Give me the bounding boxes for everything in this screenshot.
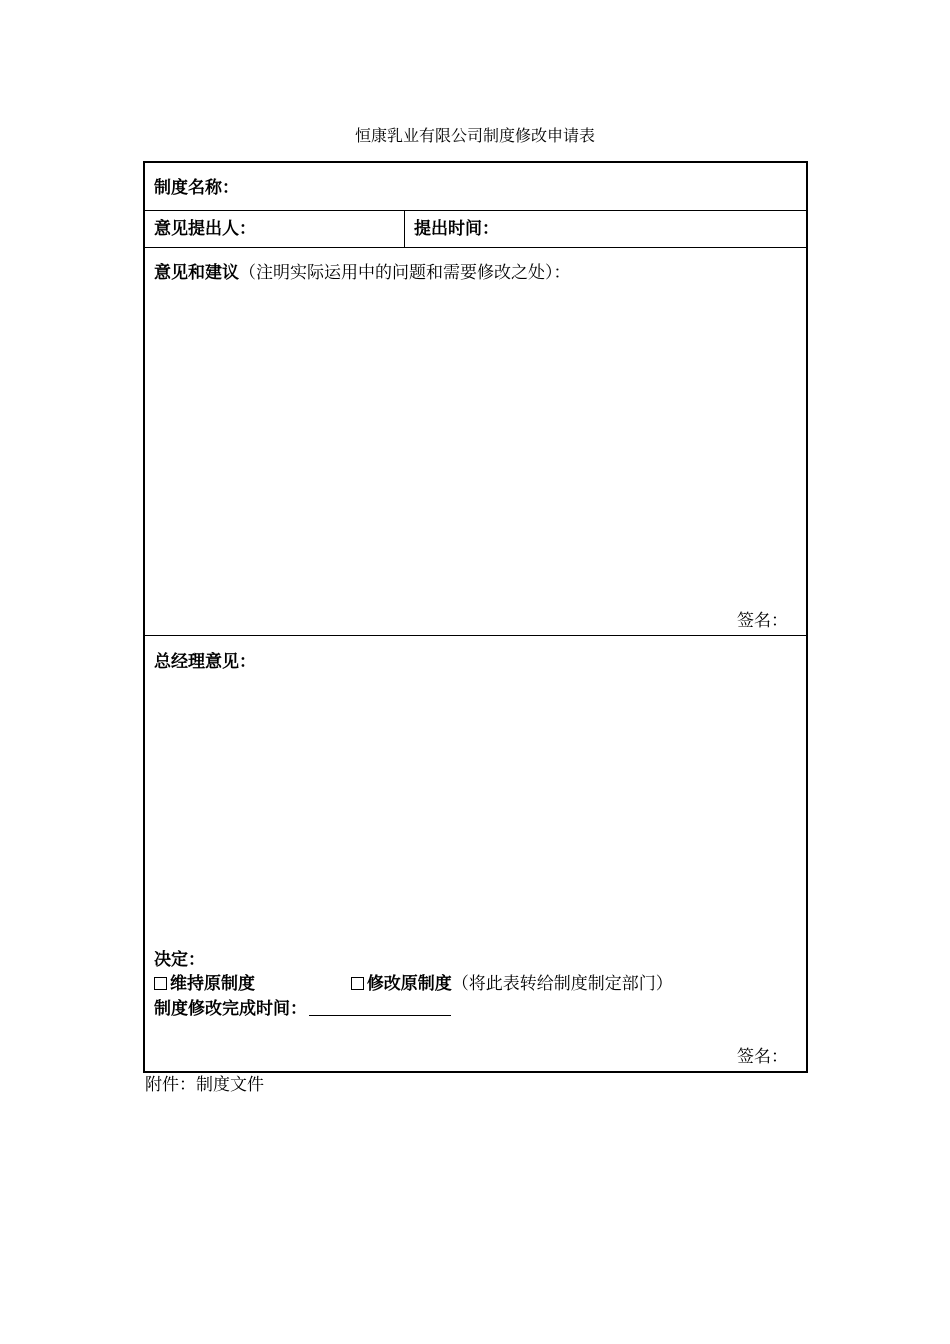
page-title: 恒康乳业有限公司制度修改申请表 bbox=[354, 126, 595, 145]
option-modify[interactable] bbox=[351, 974, 452, 994]
gm-sign-label: 签名： bbox=[737, 1047, 788, 1067]
completion-time-blank[interactable] bbox=[309, 999, 451, 1016]
cell-divider bbox=[404, 211, 405, 248]
gm-opinion-section bbox=[145, 636, 806, 1071]
option-keep[interactable] bbox=[154, 974, 255, 994]
attachment-note: 附件：制度文件 bbox=[145, 1075, 264, 1095]
opinion-heading bbox=[154, 262, 571, 284]
option-keep-label: 维持原制度 bbox=[170, 974, 255, 994]
option-modify-note: （将此表转给制度制定部门） bbox=[451, 974, 673, 994]
policy-name-row bbox=[145, 163, 806, 211]
checkbox-modify[interactable] bbox=[351, 977, 364, 990]
opinion-sign-label: 签名： bbox=[737, 611, 788, 631]
opinion-label: 意见和建议 bbox=[154, 263, 239, 283]
application-form bbox=[143, 161, 808, 1073]
opinion-hint: （注明实际运用中的问题和需要修改之处）： bbox=[239, 263, 571, 283]
decision-options bbox=[154, 972, 673, 996]
checkbox-keep[interactable] bbox=[154, 977, 167, 990]
policy-name-label: 制度名称： bbox=[154, 178, 239, 198]
proposer-row bbox=[145, 211, 806, 248]
decision-label: 决定： bbox=[154, 950, 205, 970]
opinion-section bbox=[145, 248, 806, 636]
proposer-label: 意见提出人： bbox=[154, 219, 256, 239]
completion-time-label: 制度修改完成时间： bbox=[154, 999, 307, 1019]
completion-time-line bbox=[154, 997, 451, 1021]
option-modify-label: 修改原制度 bbox=[366, 974, 452, 994]
submit-time-label: 提出时间： bbox=[414, 219, 499, 239]
gm-opinion-label: 总经理意见： bbox=[154, 652, 256, 672]
